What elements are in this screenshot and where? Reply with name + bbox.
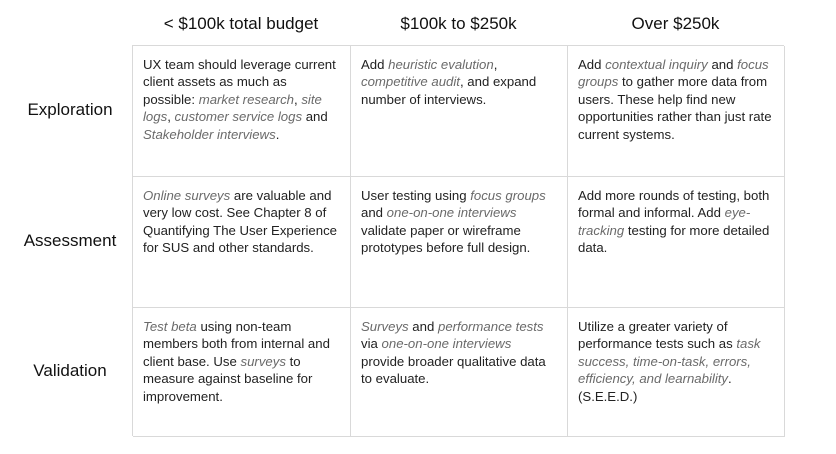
cell-text: and (707, 57, 738, 72)
cell-text: , (493, 57, 498, 72)
emphasized-method: market research (198, 91, 294, 107)
emphasized-method: surveys (240, 353, 286, 369)
cell-text: Add (361, 57, 389, 72)
cell-text: Utilize a greater variety of performance tests such as (578, 319, 737, 352)
cell-exploration-low-budget (133, 46, 351, 177)
cell-text: User testing using (361, 188, 471, 203)
cell-exploration-mid-budget (351, 46, 568, 177)
emphasized-method: Surveys (361, 319, 409, 334)
emphasized-method: performance tests (437, 319, 544, 334)
row-header-assessment: Assessment (23, 231, 117, 250)
emphasized-method: Online surveys (143, 188, 231, 203)
cell-text: provide broader qualitative data to evaluate. (361, 353, 546, 387)
cell-text: and (361, 205, 387, 221)
column-header-under-100k: < $100k total budget (163, 14, 319, 33)
emphasized-method: eye-tracking (578, 205, 751, 238)
emphasized-method: customer service logs (174, 109, 303, 125)
row-header-validation: Validation (33, 361, 107, 380)
cell-text: and (302, 109, 328, 125)
cell-text: using non-team members both from internal and client base. Use (143, 319, 330, 369)
cell-text: are valuable and very low cost. See Chapter 8 of Quantifying The User Experience for SUS and other standards. (143, 188, 338, 256)
cell-assessment-mid-budget (351, 177, 568, 308)
emphasized-method: heuristic evalution (388, 57, 494, 72)
cell-text: to measure against baseline for improvement. (143, 353, 313, 404)
emphasized-method: focus groups (578, 57, 769, 90)
cell-text: UX team should leverage current client assets as much as possible: (143, 57, 336, 107)
cell-text: Add (578, 57, 606, 72)
cell-assessment-low-budget (133, 177, 351, 308)
cell-text: and (408, 319, 438, 334)
emphasized-method: Test beta (143, 319, 197, 334)
emphasized-method: one-on-one interviews (381, 336, 512, 352)
emphasized-method: focus groups (470, 188, 546, 203)
emphasized-method: competitive audit (361, 74, 460, 90)
cell-text: to gather more data from users. These help find new opportunities rather than just rate current systems. (578, 74, 772, 142)
emphasized-method: Stakeholder interviews (143, 126, 276, 142)
cell-text: validate paper or wireframe prototypes before full design. (361, 222, 531, 256)
cell-text: Add more rounds of testing, both formal and informal. Add (578, 188, 770, 221)
cell-text: testing for more detailed data. (578, 222, 770, 256)
cell-validation-mid-budget (351, 308, 568, 437)
cell-text: , and expand number of interviews. (361, 74, 537, 107)
emphasized-method: task success, time-on-task, errors, efficiency, and learnability (578, 336, 761, 387)
cell-assessment-high-budget (568, 177, 785, 308)
cell-text: , (167, 109, 175, 125)
column-header-100k-to-250k: $100k to $250k (400, 14, 517, 33)
emphasized-method: one-on-one interviews (386, 205, 517, 221)
emphasized-method: site logs (143, 91, 322, 125)
cell-validation-low-budget (133, 308, 351, 437)
column-header-over-250k: Over $250k (631, 14, 720, 33)
cell-exploration-high-budget (568, 46, 785, 177)
cell-text: . (S.E.E.D.) (578, 371, 732, 404)
emphasized-method: contextual inquiry (605, 57, 708, 72)
matrix-grid (132, 45, 784, 436)
cell-text: via (361, 336, 382, 352)
cell-validation-high-budget (568, 308, 785, 437)
cell-text: . (275, 126, 280, 142)
cell-text: , (294, 91, 302, 107)
row-header-exploration: Exploration (27, 100, 113, 119)
